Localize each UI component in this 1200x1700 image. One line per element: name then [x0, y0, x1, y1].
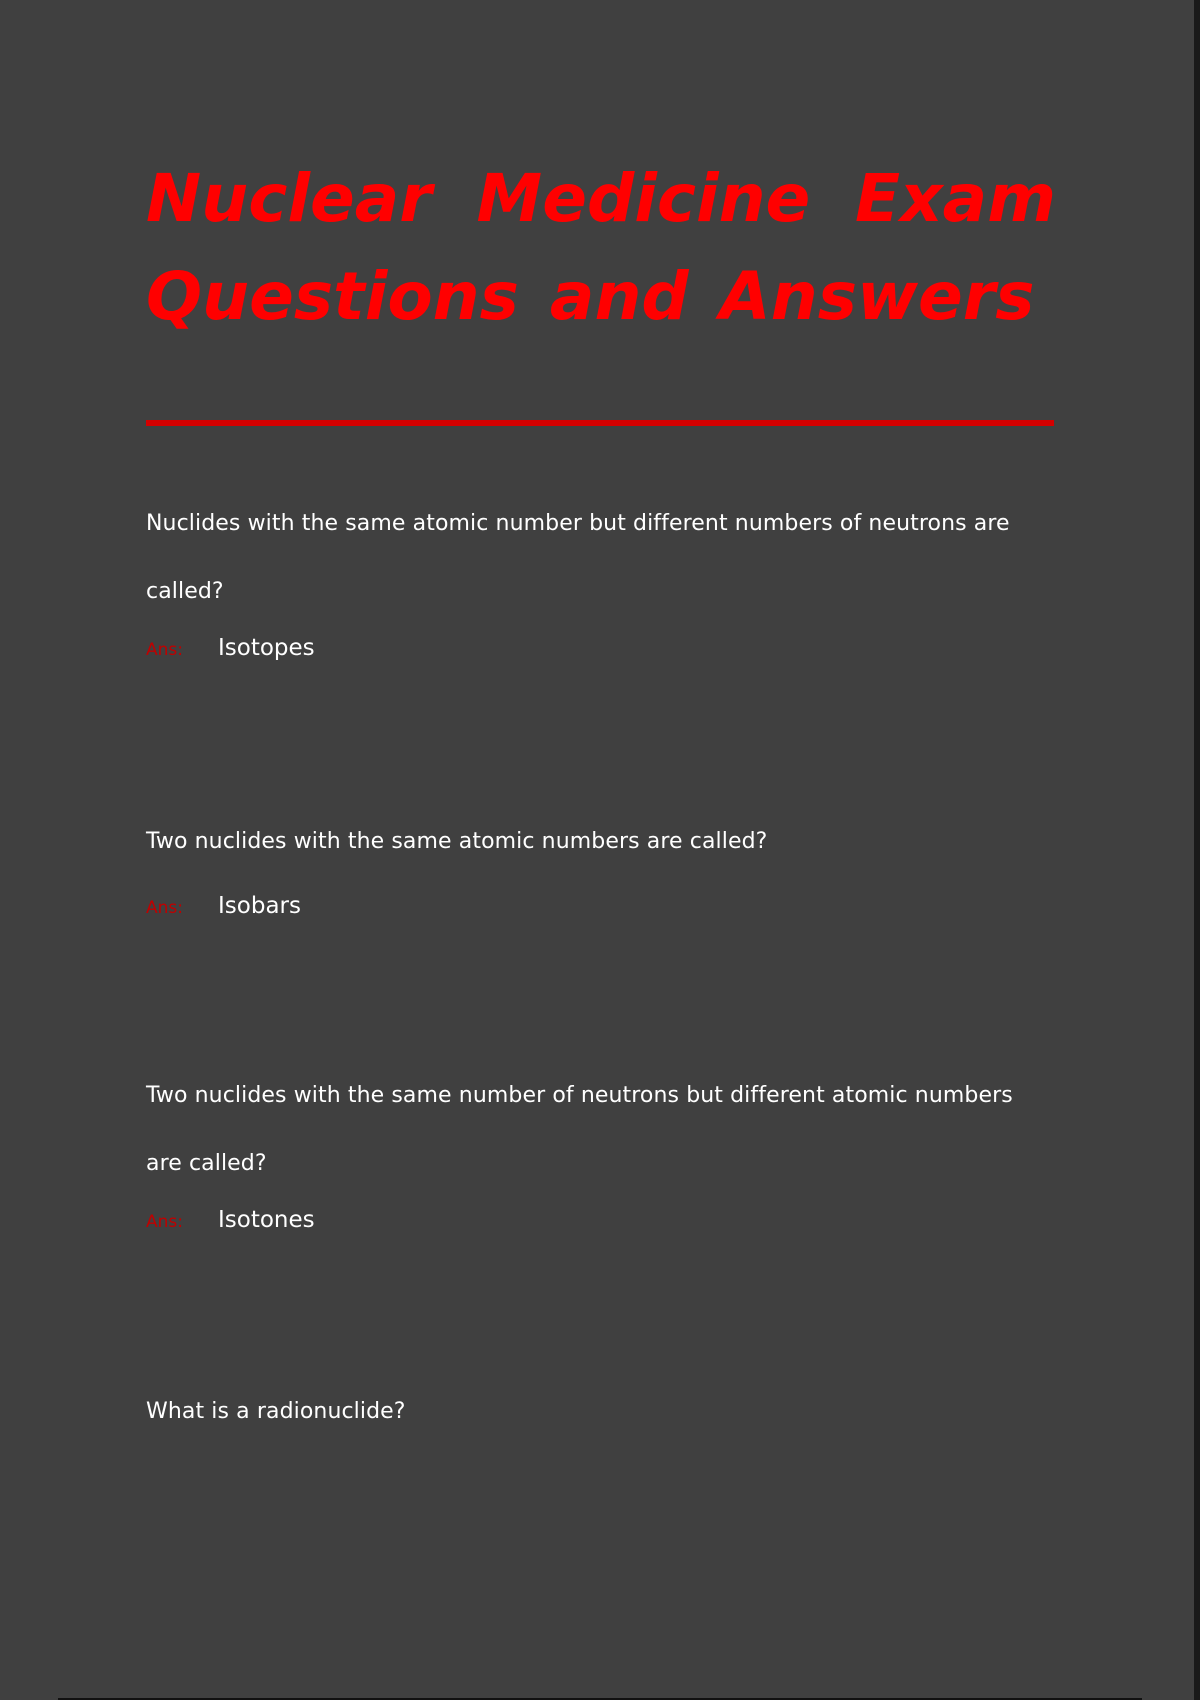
question-text: Two nuclides with the same atomic numbers are called? — [146, 829, 768, 854]
qa-item-2 — [146, 808, 1046, 928]
question-text: Two nuclides with the same number of neutrons but different atomic numbers are called? — [146, 1083, 1013, 1176]
title-divider — [146, 420, 1054, 426]
title-line-2: Questions and Answers — [146, 258, 1035, 335]
answer-text: Isotopes — [218, 635, 315, 661]
title-word: Exam — [855, 160, 1056, 237]
qa-item-3 — [146, 1062, 1046, 1242]
answer-row — [146, 886, 1046, 928]
qa-item-1 — [146, 490, 1046, 670]
answer-label: Ans: — [146, 898, 183, 918]
page-edge — [1194, 0, 1200, 1700]
question-text: Nuclides with the same atomic number but different numbers of neutrons are called? — [146, 511, 1010, 604]
answer-text: Isobars — [218, 893, 301, 919]
answer-row — [146, 628, 1046, 670]
title-word: Nuclear — [146, 160, 432, 237]
answer-text: Isotones — [218, 1207, 315, 1233]
title-line-1 — [146, 150, 1056, 248]
qa-item-4 — [146, 1378, 1046, 1446]
title-word: Medicine — [476, 160, 811, 237]
document-title — [146, 150, 1056, 346]
answer-label: Ans: — [146, 640, 183, 660]
question-text: What is a radionuclide? — [146, 1399, 406, 1424]
answer-label: Ans: — [146, 1212, 183, 1232]
answer-row — [146, 1200, 1046, 1242]
